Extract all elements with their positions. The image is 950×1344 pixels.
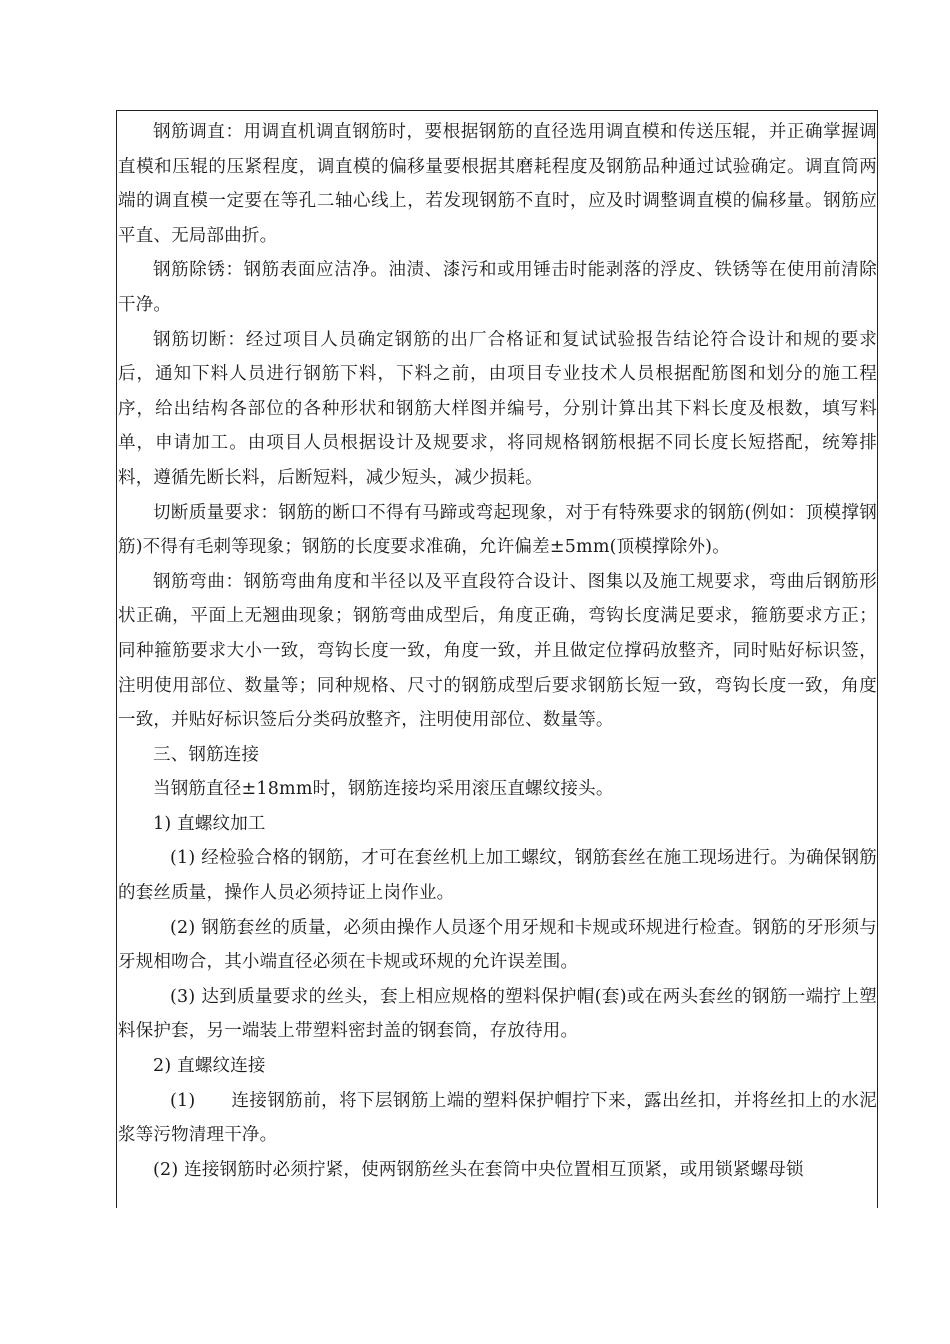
paragraph-bending: 钢筋弯曲：钢筋弯曲角度和半径以及平直段符合设计、图集以及施工规要求，弯曲后钢筋形状正确，平面上无翘曲现象；钢筋弯曲成型后，角度正确，弯钩长度满足要求，箍筋要求方正；同种箍筋要求大小一致，弯钩长度一致，角度一致，并且做定位撑码放整齐，同时贴好标识签，注明使用部位、数量等；同种规格、尺寸的钢筋成型后要求钢筋长短一致，弯钩长度一致，角度一致，并贴好标识签后分类码放整齐，注明使用部位、数量等。 <box>118 571 877 731</box>
paragraph-connect-item-2: (2) 连接钢筋时必须拧紧，使两钢筋丝头在套筒中央位置相互顶紧，或用锁紧螺母锁 <box>153 1159 804 1180</box>
paragraph-item-1: (1) 经检验合格的钢筋，才可在套丝机上加工螺纹，钢筋套丝在施工现场进行。为确保钢筋的套丝质量，操作人员必须持证上岗作业。 <box>118 848 877 904</box>
section-heading-connection: 三、钢筋连接 <box>153 744 260 765</box>
subheading-thread-processing: 1) 直螺纹加工 <box>153 813 266 834</box>
paragraph-item-2: (2) 钢筋套丝的质量，必须由操作人员逐个用牙规和卡规或环规进行检查。钢筋的牙形须与牙规相吻合，其小端直径必须在卡规或环规的允许误差围。 <box>118 917 877 973</box>
paragraph-cutting: 钢筋切断：经过项目人员确定钢筋的出厂合格证和复试试验报告结论符合设计和规的要求后，通知下料人员进行钢筋下料，下料之前，由项目专业技术人员根据配筋图和划分的施工程序，给出结构各部位的各种形状和钢筋大样图并编号，分别计算出其下料长度及根数，填写料单，申请加工。由项目人员根据设计及规要求，将同规格钢筋根据不同长度长短搭配，统筹排料，遵循先断长料，后断短料，减少短头，减少损耗。 <box>118 329 877 488</box>
paragraph-straightening: 钢筋调直：用调直机调直钢筋时，要根据钢筋的直径选用调直模和传送压辊，并正确掌握调直模和压辊的压紧程度，调直模的偏移量要根据其磨耗程度及钢筋品种通过试验确定。调直筒两端的调直模一定要在等孔二轴心线上，若发现钢筋不直时，应及时调整调直模的偏移量。钢筋应平直、无局部曲折。 <box>118 122 877 246</box>
document-body <box>118 115 877 1187</box>
subheading-thread-connection: 2) 直螺纹连接 <box>153 1056 266 1077</box>
document-frame <box>116 110 878 1208</box>
paragraph-connect-item-1: (1) 连接钢筋前，将下层钢筋上端的塑料保护帽拧下来，露出丝扣，并将丝扣上的水泥浆等污物清理干净。 <box>118 1090 877 1146</box>
paragraph-item-3: (3) 达到质量要求的丝头，套上相应规格的塑料保护帽(套)或在两头套丝的钢筋一端拧上塑料保护套，另一端装上带塑料密封盖的钢套筒，存放待用。 <box>118 986 877 1042</box>
paragraph-rust-removal: 钢筋除锈：钢筋表面应洁净。油渍、漆污和或用锤击时能剥落的浮皮、铁锈等在使用前清除干净。 <box>118 260 877 315</box>
paragraph-connection-intro: 当钢筋直径±18mm时，钢筋连接均采用滚压直螺纹接头。 <box>153 779 614 800</box>
paragraph-cutting-quality: 切断质量要求：钢筋的断口不得有马蹄或弯起现象，对于有特殊要求的钢筋(例如：顶模撑钢筋)不得有毛刺等现象；钢筋的长度要求准确，允许偏差±5mm(顶模撑除外)。 <box>118 502 877 558</box>
